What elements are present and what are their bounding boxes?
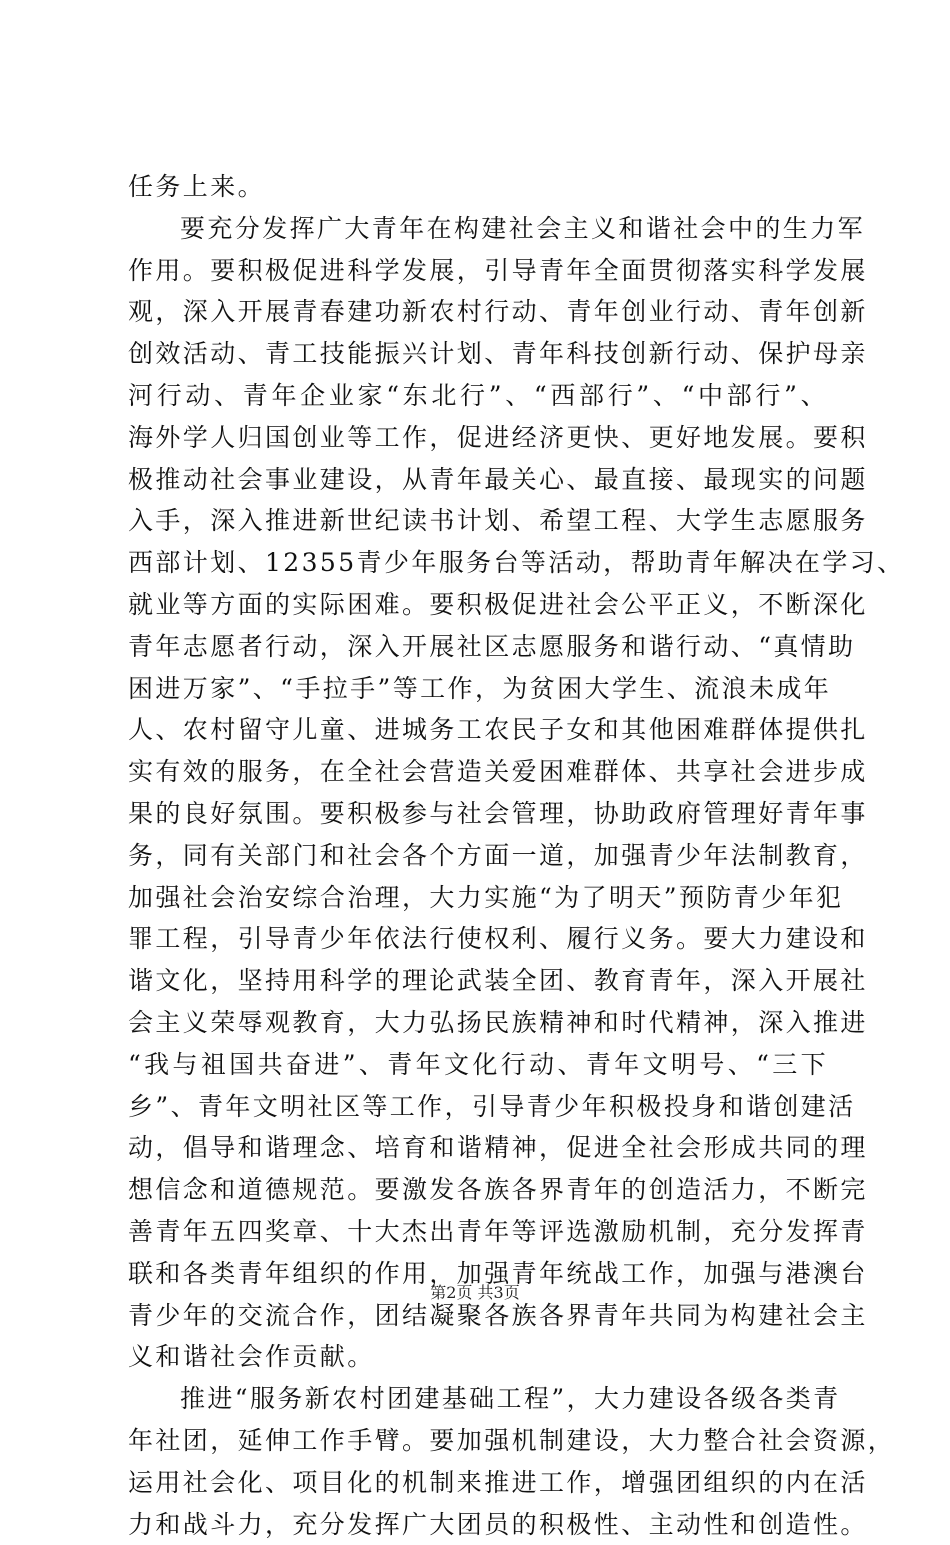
text-line: 就业等方面的实际困难。要积极促进社会公平正义，不断深化 — [128, 584, 828, 626]
text-line: 务，同有关部门和社会各个方面一道，加强青少年法制教育， — [128, 835, 828, 877]
text-line: 加强社会治安综合治理，大力实施“为了明天”预防青少年犯 — [128, 877, 828, 919]
text-line: 年社团，延伸工作手臂。要加强机制建设，大力整合社会资源， — [128, 1420, 828, 1462]
text-line: 力和战斗力，充分发挥广大团员的积极性、主动性和创造性。 — [128, 1504, 828, 1545]
text-line: 谐文化，坚持用科学的理论武装全团、教育青年，深入开展社 — [128, 960, 828, 1002]
text-line: 动，倡导和谐理念、培育和谐精神，促进全社会形成共同的理 — [128, 1127, 828, 1169]
text-line: 西部计划、12355青少年服务台等活动，帮助青年解决在学习、 — [128, 542, 828, 584]
text-line: 人、农村留守儿童、进城务工农民子女和其他困难群体提供扎 — [128, 709, 828, 751]
text-line: 河行动、青年企业家“东北行”、“西部行”、“中部行”、 — [128, 375, 828, 417]
text-line: 作用。要积极促进科学发展，引导青年全面贯彻落实科学发展 — [128, 250, 828, 292]
text-line: 会主义荣辱观教育，大力弘扬民族精神和时代精神，深入推进 — [128, 1002, 828, 1044]
document-body — [128, 166, 828, 1545]
text-line: 果的良好氛围。要积极参与社会管理，协助政府管理好青年事 — [128, 793, 828, 835]
text-line: 观，深入开展青春建功新农村行动、青年创业行动、青年创新 — [128, 291, 828, 333]
text-line: 乡”、青年文明社区等工作，引导青少年积极投身和谐创建活 — [128, 1086, 828, 1128]
text-line: 运用社会化、项目化的机制来推进工作，增强团组织的内在活 — [128, 1462, 828, 1504]
text-line: 困进万家”、“手拉手”等工作，为贫困大学生、流浪未成年 — [128, 668, 828, 710]
text-line: 想信念和道德规范。要激发各族各界青年的创造活力，不断完 — [128, 1169, 828, 1211]
text-line: 青年志愿者行动，深入开展社区志愿服务和谐行动、“真情助 — [128, 626, 828, 668]
text-line: 任务上来。 — [128, 166, 828, 208]
text-line: 罪工程，引导青少年依法行使权利、履行义务。要大力建设和 — [128, 918, 828, 960]
text-line: 入手，深入推进新世纪读书计划、希望工程、大学生志愿服务 — [128, 500, 828, 542]
text-line: 海外学人归国创业等工作，促进经济更快、更好地发展。要积 — [128, 417, 828, 459]
text-line: “我与祖国共奋进”、青年文化行动、青年文明号、“三下 — [128, 1044, 828, 1086]
text-line: 推进“服务新农村团建基础工程”，大力建设各级各类青 — [128, 1378, 828, 1420]
page-footer: 第2页 共3页 — [0, 1280, 950, 1303]
text-line: 联和各类青年组织的作用，加强青年统战工作，加强与港澳台 — [128, 1253, 828, 1295]
text-line: 善青年五四奖章、十大杰出青年等评选激励机制，充分发挥青 — [128, 1211, 828, 1253]
text-line: 青少年的交流合作，团结凝聚各族各界青年共同为构建社会主 — [128, 1295, 828, 1337]
text-line: 义和谐社会作贡献。 — [128, 1336, 828, 1378]
text-line: 极推动社会事业建设，从青年最关心、最直接、最现实的问题 — [128, 459, 828, 501]
text-line: 要充分发挥广大青年在构建社会主义和谐社会中的生力军 — [128, 208, 828, 250]
text-line: 创效活动、青工技能振兴计划、青年科技创新行动、保护母亲 — [128, 333, 828, 375]
text-line: 实有效的服务，在全社会营造关爱困难群体、共享社会进步成 — [128, 751, 828, 793]
